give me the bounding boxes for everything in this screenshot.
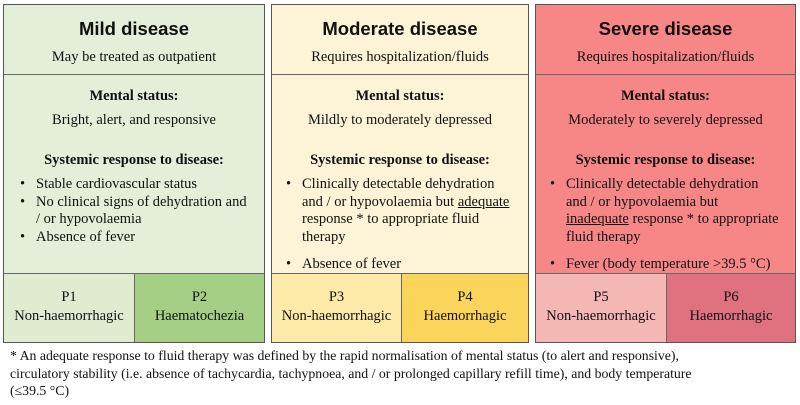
p5-label: Non-haemorrhagic xyxy=(546,308,656,324)
mild-header xyxy=(4,5,264,75)
severe-header xyxy=(536,5,795,75)
moderate-bullet-list xyxy=(282,176,528,274)
severe-subtitle: Requires hospitalization/fluids xyxy=(576,49,755,65)
p3-label: Non-haemorrhagic xyxy=(281,308,392,324)
severe-disease-column xyxy=(535,4,796,343)
moderate-systemic-heading: Systemic response to disease: xyxy=(310,152,490,168)
p4-cell xyxy=(402,274,528,342)
severe-mental-text: Moderately to severely depressed xyxy=(568,112,763,128)
severe-bullet-list xyxy=(546,176,795,274)
p2-label: Haematochezia xyxy=(154,308,245,324)
p1-cell xyxy=(4,274,135,342)
inadequate-word: inadequate xyxy=(566,211,629,227)
p3-code: P3 xyxy=(328,289,345,305)
list-item: • Stable cardiovascular status xyxy=(16,176,264,194)
moderate-title: Moderate disease xyxy=(322,18,478,39)
footnote-line: (≤39.5 °C) xyxy=(10,383,70,398)
p1-code: P1 xyxy=(61,289,77,305)
list-item: • Absence of fever xyxy=(282,256,528,274)
p2-cell xyxy=(135,274,264,342)
mild-body xyxy=(4,75,264,274)
p6-cell xyxy=(667,274,795,342)
severe-mental-heading: Mental status: xyxy=(620,88,710,104)
moderate-mental-heading: Mental status: xyxy=(355,88,445,104)
severe-systemic-heading: Systemic response to disease: xyxy=(575,152,756,168)
p6-code: P6 xyxy=(723,289,739,305)
p3-cell xyxy=(272,274,402,342)
footnote xyxy=(10,347,795,400)
mild-systemic-heading: Systemic response to disease: xyxy=(44,152,224,168)
mild-title: Mild disease xyxy=(78,18,189,39)
list-item: • Clinically detectable dehydration and / or hypovolaemia but adequate response * to appropriate fluid therapy xyxy=(282,176,528,246)
mild-disease-column xyxy=(3,4,265,343)
list-item: • Fever (body temperature >39.5 °C) xyxy=(546,256,795,274)
moderate-disease-column xyxy=(271,4,529,343)
moderate-mental-text: Mildly to moderately depressed xyxy=(307,112,493,128)
mild-mental-text: Bright, alert, and responsive xyxy=(52,112,216,128)
p5-cell xyxy=(536,274,667,342)
p2-code: P2 xyxy=(191,289,208,305)
p6-label: Haemorrhagic xyxy=(689,308,773,324)
footnote-line: circulatory stability (i.e. absence of tachycardia, tachypnoea, and / or prolonged capillary refill time), and body temperature xyxy=(10,365,692,381)
moderate-header xyxy=(272,5,528,75)
list-item: • No clinical signs of dehydration and / or hypovolaemia xyxy=(16,194,264,229)
mild-mental-heading: Mental status: xyxy=(89,88,179,104)
p5-code: P5 xyxy=(593,289,609,305)
p4-code: P4 xyxy=(457,289,473,305)
severe-title: Severe disease xyxy=(598,18,733,39)
moderate-body xyxy=(272,75,528,274)
adequate-word: adequate xyxy=(457,193,510,210)
moderate-subtitle: Requires hospitalization/fluids xyxy=(311,49,489,65)
mild-subtitle: May be treated as outpatient xyxy=(51,49,217,65)
footnote-line: * An adequate response to fluid therapy was defined by the rapid normalisation of mental status (to alert and responsive), xyxy=(10,348,679,363)
mild-bullet-list xyxy=(16,176,264,246)
p4-label: Haemorrhagic xyxy=(423,308,507,324)
severe-body xyxy=(536,75,795,274)
list-item: • Absence of fever xyxy=(16,229,264,247)
list-item: • Clinically detectable dehydration and / or hypovolaemia but inadequate response * to appropriate fluid therapy xyxy=(546,176,795,246)
p1-label: Non-haemorrhagic xyxy=(14,308,124,324)
